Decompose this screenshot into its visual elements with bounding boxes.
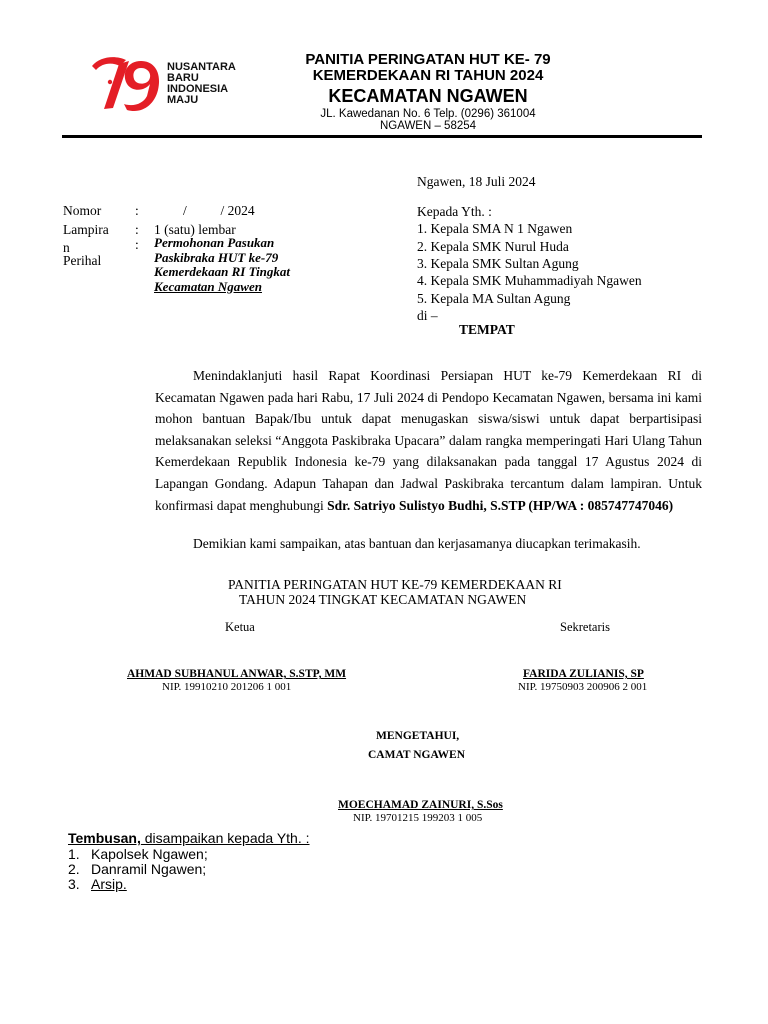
nomor-colon: :: [135, 203, 139, 218]
recipient-item: 2. Kepala SMK Nurul Huda: [417, 239, 569, 254]
recipient-item: 4. Kepala SMK Muhammadiyah Ngawen: [417, 273, 642, 288]
committee-line-2: TAHUN 2024 TINGKAT KECAMATAN NGAWEN: [239, 592, 527, 607]
tembusan-rest: disampaikan kepada Yth. :: [140, 830, 310, 846]
perihal-line: Kecamatan Ngawen: [154, 278, 262, 294]
camat-nip: NIP. 19701215 199203 1 005: [353, 812, 483, 824]
contact-person: Sdr. Satriyo Sulistyo Budhi, S.STP (HP/WA : 085747747046): [327, 497, 674, 513]
tembusan-item-text: Kapolsek Ngawen;: [91, 846, 208, 862]
body-paragraph: [155, 365, 702, 516]
perihal-line: Kemerdekaan RI Tingkat: [154, 264, 291, 279]
tembusan-item-text: Danramil Ngawen;: [91, 861, 207, 877]
letter-date: Ngawen, 18 Juli 2024: [417, 174, 536, 189]
nomor-label: Nomor: [63, 203, 102, 218]
logo-line: INDONESIA: [167, 83, 229, 95]
lampiran-label-wrap: n: [63, 240, 70, 255]
perihal-label: Perihal: [63, 253, 102, 268]
sekretaris-nip: NIP. 19750903 200906 2 001: [518, 681, 648, 693]
logo-line: BARU: [167, 72, 199, 84]
logo-line: NUSANTARA: [167, 61, 236, 73]
body-text: Menindaklanjuti hasil Rapat Koordinasi Persiapan HUT ke-79 Kemerdekaan RI di Kecamatan Ngawen pada hari Rabu, 17 Juli 2024 di Pendopo Kecamatan Ngawen, bersama ini kami mohon bantuan Bapak/Ibu untuk dapat menugaskan siswa/siswi untuk dapat berpartisipasi melaksanakan seleksi “Anggota Paskibraka Upacara” dalam rangka memperingati Hari Ulang Tahun Kemerdekaan Republik Indonesia ke-79 yang dilaksanakan pada tanggal 17 Agustus 2024 di Lapangan Gondang. Adapun Tahapan dan Jadwal Paskibraka tercantum dalam lampiran. Untuk konfirmasi dapat menghubungi: [155, 368, 702, 513]
letterhead-line-1: PANITIA PERINGATAN HUT KE- 79: [305, 51, 551, 68]
recipient-di: di –: [417, 308, 438, 323]
letterhead-city: NGAWEN – 58254: [379, 120, 477, 132]
recipient-item: 5. Kepala MA Sultan Agung: [417, 291, 571, 306]
ketua-name: AHMAD SUBHANUL ANWAR, S.STP, MM: [127, 668, 347, 680]
logo-wordmark: [167, 62, 236, 106]
tembusan-heading: [68, 830, 310, 846]
perihal-value: [154, 236, 334, 294]
tembusan-item: [68, 861, 206, 877]
recipient-item: 1. Kepala SMA N 1 Ngawen: [417, 221, 573, 236]
recipient-place: TEMPAT: [459, 322, 515, 337]
closing-sentence: Demikian kami sampaikan, atas bantuan dan kerjasamanya diucapkan terimakasih.: [193, 536, 641, 551]
tembusan-item: [68, 876, 127, 892]
tembusan-item: [68, 846, 208, 862]
letterhead-divider: [62, 135, 702, 138]
lampiran-label: Lampira: [63, 222, 109, 237]
letterhead-title: KECAMATAN NGAWEN: [328, 86, 528, 106]
tembusan-item-text: Arsip.: [91, 876, 127, 892]
hut-79-logo-mark: [86, 52, 166, 114]
recipient-item: 3. Kepala SMK Sultan Agung: [417, 256, 579, 271]
tembusan-item-number: 2.: [68, 861, 80, 877]
ketua-title: Ketua: [225, 620, 255, 634]
tembusan-bold: Tembusan,: [68, 830, 141, 846]
letterhead-line-2: KEMERDEKAAN RI TAHUN 2024: [312, 67, 544, 84]
sekretaris-name: FARIDA ZULIANIS, SP: [523, 668, 644, 680]
lampiran-value: 1 (satu) lembar: [154, 222, 236, 237]
logo: [86, 52, 256, 114]
perihal-colon: :: [135, 237, 139, 252]
tembusan-item-number: 1.: [68, 846, 80, 862]
mengetahui-label: MENGETAHUI,: [376, 730, 460, 742]
camat-name: MOECHAMAD ZAINURI, S.Sos: [338, 799, 503, 811]
logo-line: MAJU: [167, 94, 199, 106]
camat-title: CAMAT NGAWEN: [368, 749, 466, 761]
perihal-line: Paskibraka HUT ke-79: [154, 249, 279, 265]
sekretaris-title: Sekretaris: [560, 620, 610, 634]
recipient-heading: Kepada Yth. :: [417, 204, 492, 219]
lampiran-colon: :: [135, 222, 139, 237]
nomor-value: / / 2024: [183, 203, 255, 218]
tembusan-item-number: 3.: [68, 876, 80, 892]
letterhead-address: JL. Kawedanan No. 6 Telp. (0296) 361004: [320, 108, 536, 120]
committee-line-1: PANITIA PERINGATAN HUT KE-79 KEMERDEKAAN RI: [228, 577, 562, 592]
ketua-nip: NIP. 19910210 201206 1 001: [162, 681, 292, 693]
perihal-line: Permohonan Pasukan: [154, 235, 275, 250]
